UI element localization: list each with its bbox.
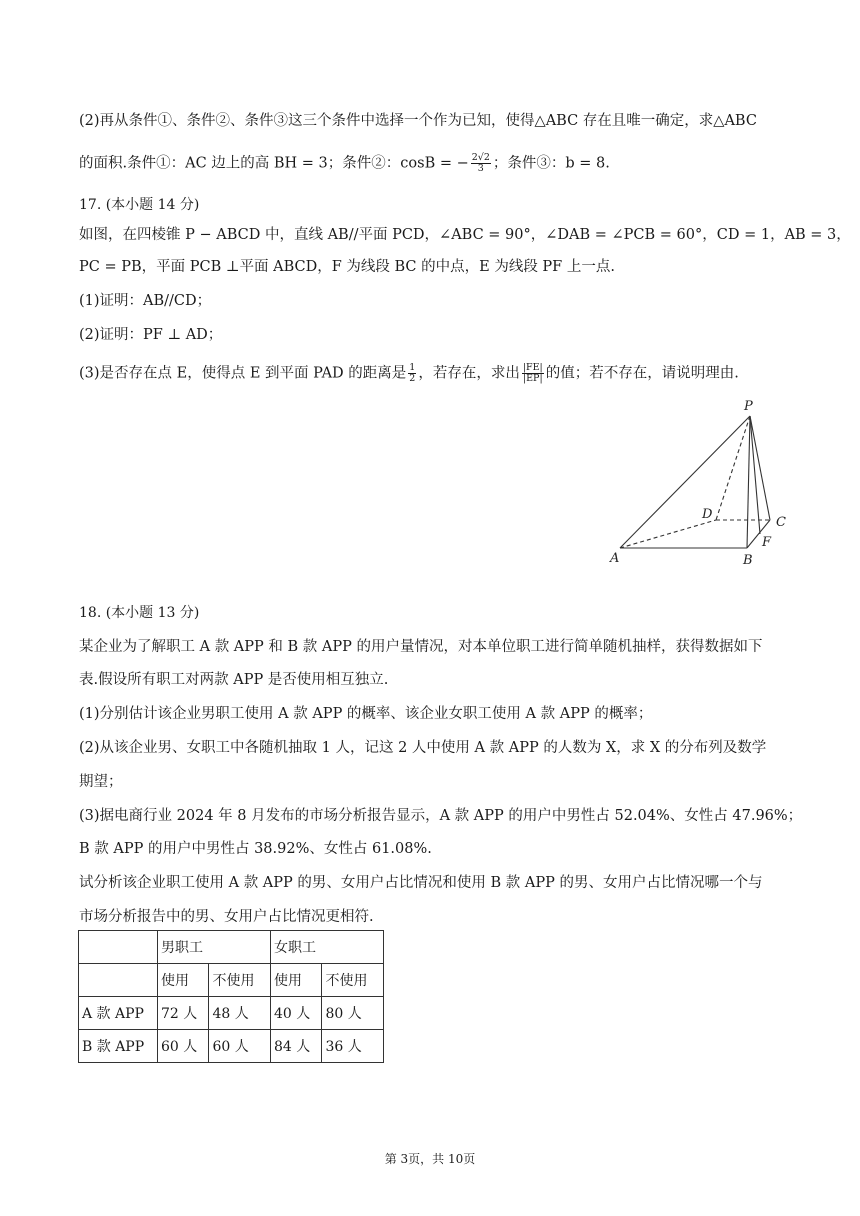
label-p: P: [744, 399, 753, 414]
q17-frac1-denominator: 2: [409, 373, 416, 384]
q17-stem-line2: PC = PB，平面 PCB ⊥平面 ABCD，F 为线段 BC 的中点，E 为线段 PF 上一点.: [79, 259, 615, 275]
edge-pd-hidden: [716, 416, 750, 520]
edge-pb: [747, 416, 750, 548]
q17-ratio-fraction: [522, 363, 544, 384]
q17-frac2-numerator: |FE|: [522, 362, 543, 373]
q17-part1: (1)证明：AB//CD；: [79, 293, 212, 309]
table-empty-cell: [79, 964, 158, 997]
cell-a-female-not: 80 人: [322, 997, 384, 1030]
table-row: [79, 997, 384, 1030]
cell-a-male-use: 72 人: [158, 997, 209, 1030]
q17-frac1-numerator: 1: [409, 362, 416, 373]
q17-header: 17. (本小题 14 分): [79, 197, 200, 213]
table-corner-cell: [79, 931, 158, 964]
q17-frac2-denominator: |EP|: [522, 373, 543, 384]
q17-stem-line1: 如图，在四棱锥 P − ABCD 中，直线 AB//平面 PCD，∠ABC = 90°，∠DAB = ∠PCB = 60°，CD = 1，AB = 3，: [79, 227, 851, 243]
label-d: D: [702, 507, 713, 522]
table-row: [79, 964, 384, 997]
q16-cosb-fraction: [471, 153, 491, 174]
edge-pa: [620, 416, 750, 548]
q17-part3-text-a: (3)是否存在点 E，使得点 E 到平面 PAD 的距离是: [79, 365, 407, 382]
label-f: F: [762, 535, 772, 550]
page-footer: 第 3页，共 10页: [384, 1152, 476, 1166]
q17-part3-text-c: 的值；若不存在，请说明理由.: [545, 365, 739, 382]
edge-pf: [750, 416, 760, 534]
q18-stem-line1: 某企业为了解职工 A 款 APP 和 B 款 APP 的用户量情况，对本单位职工进行简单随机抽样，获得数据如下: [79, 639, 763, 655]
subheader-male-use: 使用: [158, 964, 209, 997]
q18-part2-line2: 期望；: [79, 774, 123, 790]
subheader-female-not-use: 不使用: [322, 964, 384, 997]
q16-frac-numerator: 2√2: [471, 152, 490, 163]
cell-b-male-use: 60 人: [158, 1030, 209, 1063]
q16-part2-line1: (2)再从条件①、条件②、条件③这三个条件中选择一个作为已知，使得△ABC 存在且唯一确定，求△ABC: [79, 113, 757, 129]
q17-part3: [79, 363, 779, 384]
cell-b-male-not: 60 人: [209, 1030, 271, 1063]
table-row: [79, 1030, 384, 1063]
label-b: B: [743, 553, 753, 568]
cell-b-female-use: 84 人: [271, 1030, 322, 1063]
table-row: [79, 931, 384, 964]
q16-frac-denominator: 3: [477, 163, 484, 174]
q18-part3-line2: B 款 APP 的用户中男性占 38.92%、女性占 61.08%.: [79, 841, 432, 857]
q18-part3-line4: 市场分析报告中的男、女用户占比情况更相符.: [79, 909, 374, 925]
q18-part3-line1: (3)据电商行业 2024 年 8 月发布的市场分析报告显示，A 款 APP 的用户中男性占 52.04%、女性占 47.96%；: [79, 808, 803, 824]
pyramid-figure: [604, 394, 804, 569]
label-a: A: [610, 551, 620, 566]
subheader-male-not-use: 不使用: [209, 964, 271, 997]
row-label-b: B 款 APP: [79, 1030, 158, 1063]
q18-stem-line2: 表.假设所有职工对两款 APP 是否使用相互独立.: [79, 672, 389, 688]
row-label-a: A 款 APP: [79, 997, 158, 1030]
q17-part2: (2)证明：PF ⊥ AD；: [79, 327, 223, 343]
app-usage-table: [78, 930, 384, 1063]
edge-pc: [750, 416, 770, 520]
cell-a-female-use: 40 人: [271, 997, 322, 1030]
q18-part1: (1)分别估计该企业男职工使用 A 款 APP 的概率、该企业女职工使用 A 款 APP 的概率；: [79, 706, 653, 722]
cell-a-male-not: 48 人: [209, 997, 271, 1030]
q17-part3-text-b: ，若存在，求出: [418, 365, 520, 382]
cell-b-female-not: 36 人: [322, 1030, 384, 1063]
header-male: 男职工: [158, 931, 271, 964]
header-female: 女职工: [271, 931, 384, 964]
q16-part2-text-a: 的面积.条件①：AC 边上的高 BH = 3；条件②：cosB = −: [79, 155, 469, 172]
q18-header: 18. (本小题 13 分): [79, 605, 200, 621]
label-c: C: [776, 515, 786, 530]
q16-part2-line2: [79, 153, 779, 174]
q17-half-fraction: [408, 363, 416, 384]
q18-part3-line3: 试分析该企业职工使用 A 款 APP 的男、女用户占比情况和使用 B 款 APP 的男、女用户占比情况哪一个与: [79, 875, 763, 891]
q18-part2-line1: (2)从该企业男、女职工中各随机抽取 1 人，记这 2 人中使用 A 款 APP 的人数为 X，求 X 的分布列及数学: [79, 740, 767, 756]
q16-part2-text-b: ；条件③：b = 8.: [492, 155, 610, 172]
subheader-female-use: 使用: [271, 964, 322, 997]
